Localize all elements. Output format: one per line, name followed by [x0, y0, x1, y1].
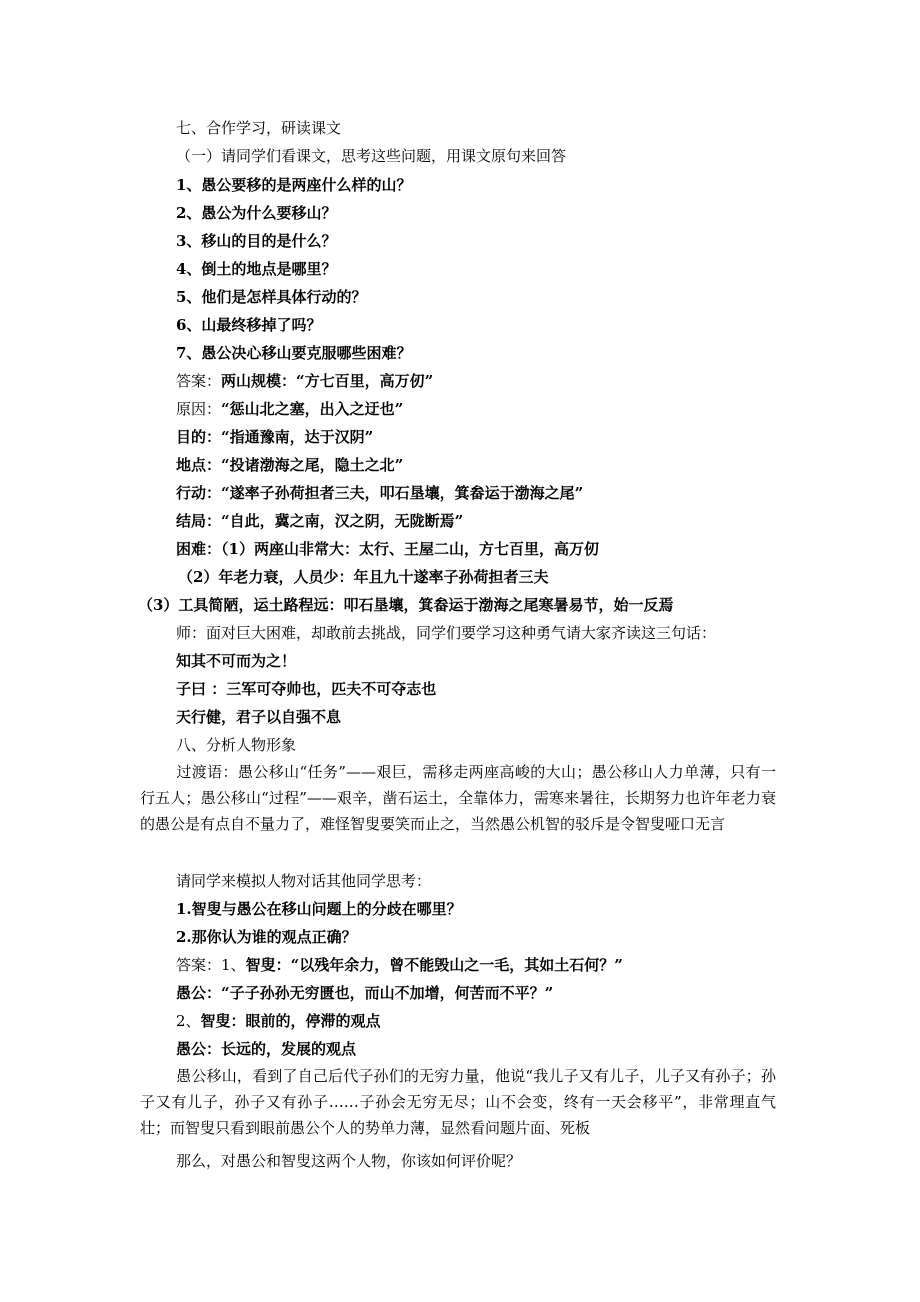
answer-number: 1、 — [221, 956, 246, 974]
role-play-prompt: 请同学来模拟人物对话其他同学思考： — [176, 872, 432, 890]
transition-text: 过渡语：愚公移山“任务”——艰巨，需移走两座高峻的大山；愚公移山人力单薄，只有一行五人；愚公移山“过程”——艰辛，凿石运土，全靠体力，需寒来暑往，长期努力也许年老力衰的愚公是有点自不量力了，难怪智叟要笑而止之，当然愚公机智的驳斥是令智叟哑口无言 — [140, 763, 776, 833]
question-7: 7、愚公决心移山要克服哪些困难？ — [176, 344, 412, 362]
answer-number: 2、 — [176, 1012, 201, 1030]
section-7-intro: （一）请同学们看课文，思考这些问题，用课文原句来回答 — [176, 147, 567, 165]
answer-text: “指通豫南，达于汉阴” — [221, 428, 374, 446]
answer-difficulty-1 — [176, 539, 599, 559]
answer-text: （1）两座山非常大：太行、王屋二山，方七百里，高万仞 — [221, 540, 599, 558]
analysis-question-1: 1.智叟与愚公在移山问题上的分歧在哪里？ — [176, 900, 462, 918]
quote-3: 天行健，君子以自强不息 — [176, 708, 342, 726]
answer-label: 答案： — [176, 956, 222, 974]
analysis-paragraph — [140, 1063, 776, 1141]
analysis-answer-2-zhisou — [176, 1011, 381, 1031]
transition-paragraph — [140, 759, 776, 837]
answer-scale — [176, 371, 433, 391]
closing-question: 那么，对愚公和智叟这两个人物，你该如何评价呢？ — [176, 1152, 522, 1170]
answer-purpose — [176, 427, 373, 447]
analysis-answer-2-yugong: 愚公：长远的，发展的观点 — [176, 1040, 357, 1058]
quote-2: 子曰 ：三军可夺帅也，匹夫不可夺志也 — [176, 680, 437, 698]
answer-difficulty-3: （3）工具简陋，运土路程远：叩石垦壤，箕畚运于渤海之尾寒暑易节，始一反焉 — [138, 596, 674, 614]
question-6: 6、山最终移掉了吗？ — [176, 316, 322, 334]
question-2: 2、愚公为什么要移山？ — [176, 204, 337, 222]
answer-label: 结局： — [176, 512, 222, 530]
teacher-remark: 师：面对巨大困难，却敢前去挑战，同学们要学习这种勇气请大家齐读这三句话： — [176, 624, 717, 642]
answer-text: 智叟：眼前的，停滞的观点 — [200, 1012, 381, 1030]
answer-label: 目的： — [176, 428, 222, 446]
answer-text: “遂率子孙荷担者三夫，叩石垦壤，箕畚运于渤海之尾” — [221, 484, 584, 502]
answer-action — [176, 483, 583, 503]
analysis-question-2: 2.那你认为谁的观点正确？ — [176, 928, 357, 946]
question-1: 1、愚公要移的是两座什么样的山？ — [176, 176, 412, 194]
analysis-answer-1-yugong: 愚公：“子子孙孙无穷匮也，而山不加增，何苦而不平？” — [176, 984, 554, 1002]
question-3: 3、移山的目的是什么？ — [176, 232, 337, 250]
answer-text: 两山规模：“方七百里，高万仞” — [221, 372, 434, 390]
answer-reason — [176, 399, 403, 419]
answer-text: “自此，冀之南，汉之阴，无陇断焉” — [221, 512, 464, 530]
analysis-text: 愚公移山，看到了自己后代子孙们的无穷力量，他说“我儿子又有儿子，儿子又有孙子；孙子又有儿子，孙子又有孙子……子孙会无穷无尽；山不会变，终有一天会移平”，非常理直气壮；而智叟只看到眼前愚公个人的势单力薄，显然看问题片面、死板 — [140, 1067, 776, 1137]
question-5: 5、他们是怎样具体行动的？ — [176, 288, 367, 306]
answer-outcome — [176, 511, 463, 531]
answer-label: 行动： — [176, 484, 222, 502]
answer-difficulty-2: （2）年老力衰，人员少：年且九十遂率子孙荷担者三夫 — [178, 568, 549, 586]
answer-text: “投诸渤海之尾，隐土之北” — [221, 456, 404, 474]
answer-label: 地点： — [176, 456, 222, 474]
answer-location — [176, 455, 403, 475]
section-7-heading: 七、合作学习，研读课文 — [176, 119, 342, 137]
analysis-answer-1-zhisou — [176, 955, 623, 975]
question-4: 4、倒土的地点是哪里？ — [176, 260, 337, 278]
answer-label: 答案： — [176, 372, 222, 390]
answer-text: “惩山北之塞，出入之迂也” — [221, 400, 404, 418]
quote-1: 知其不可而为之！ — [176, 652, 297, 670]
answer-label: 困难： — [176, 540, 222, 558]
section-8-heading: 八、分析人物形象 — [176, 736, 297, 754]
answer-text: 智叟：“以残年余力，曾不能毁山之一毛，其如土石何？” — [245, 956, 623, 974]
answer-label: 原因： — [176, 400, 222, 418]
